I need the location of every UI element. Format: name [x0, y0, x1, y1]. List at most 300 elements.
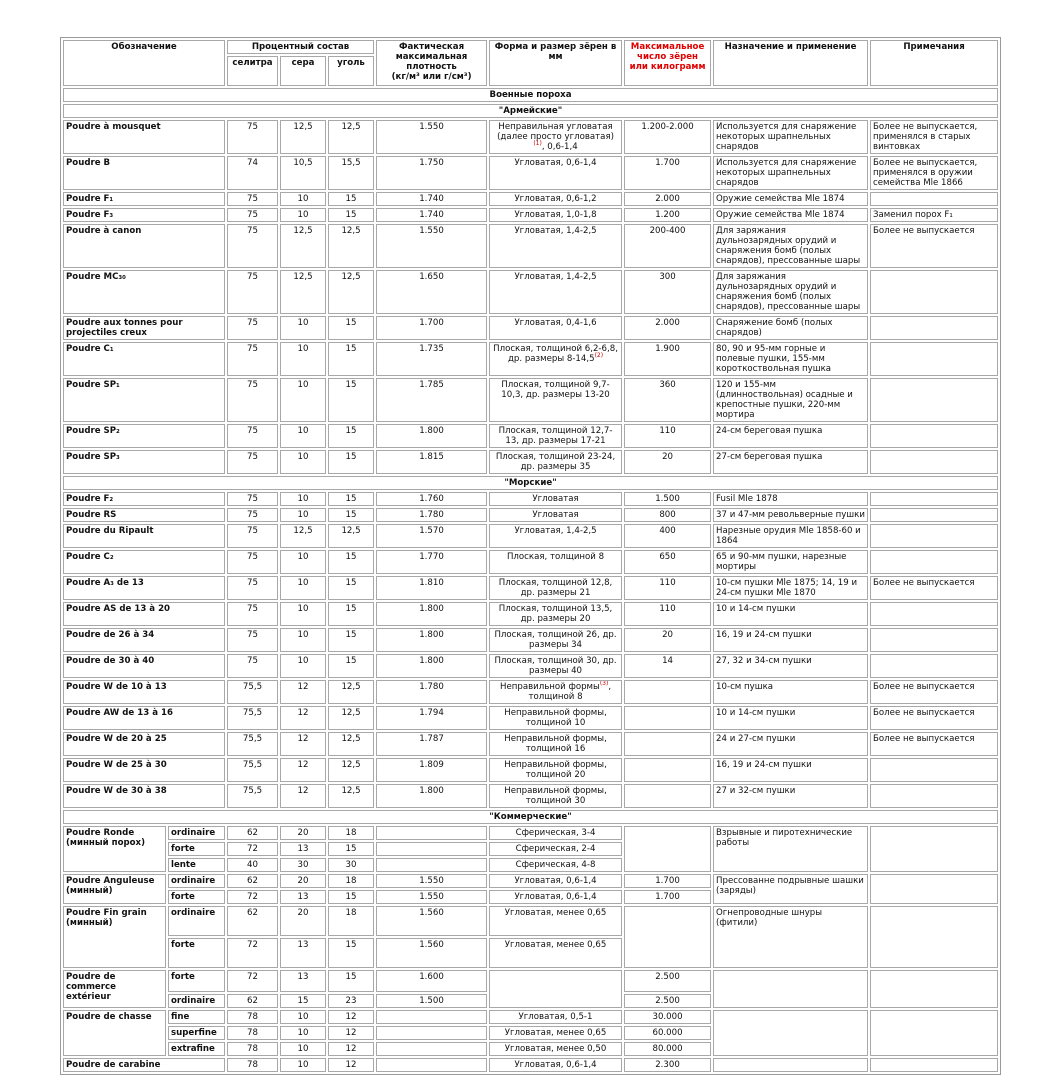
density-value: 1.550 — [376, 874, 487, 888]
saltpeter-value: 75,5 — [227, 784, 278, 808]
coal-value: 18 — [328, 874, 374, 888]
grain-value: Угловатая, менее 0,50 — [489, 1042, 622, 1056]
powder-name: Poudre F₃ — [63, 208, 225, 222]
saltpeter-value: 75,5 — [227, 732, 278, 756]
saltpeter-value: 72 — [227, 842, 278, 856]
table-row — [63, 524, 998, 548]
table-row — [63, 378, 998, 422]
coal-value: 15 — [328, 576, 374, 600]
powder-name: Poudre C₁ — [63, 342, 225, 376]
variant-name: ordinaire — [168, 906, 225, 936]
density-value: 1.500 — [376, 994, 487, 1008]
table-row — [63, 732, 998, 756]
purpose-value — [713, 1058, 868, 1072]
powder-name: Poudre B — [63, 156, 225, 190]
density-value: 1.794 — [376, 706, 487, 730]
density-value: 1.750 — [376, 156, 487, 190]
coal-value: 12,5 — [328, 224, 374, 268]
purpose-value: 16, 19 и 24-см пушки — [713, 628, 868, 652]
density-value: 1.760 — [376, 492, 487, 506]
table-row — [63, 602, 998, 626]
density-value: 1.787 — [376, 732, 487, 756]
coal-value: 12,5 — [328, 758, 374, 782]
notes-value — [870, 784, 998, 808]
sulfur-value: 20 — [280, 826, 326, 840]
powder-name: Poudre de carabine — [63, 1058, 225, 1072]
count-value — [624, 680, 711, 704]
density-value: 1.800 — [376, 628, 487, 652]
sulfur-value: 10 — [280, 316, 326, 340]
coal-value: 15 — [328, 628, 374, 652]
powder-name: Poudre de commerce extérieur — [63, 970, 166, 1008]
saltpeter-value: 75 — [227, 602, 278, 626]
saltpeter-value: 75,5 — [227, 758, 278, 782]
sulfur-value: 10 — [280, 1010, 326, 1024]
purpose-value: 120 и 155-мм (длинноствольная) осадные и крепостные пушки, 220-мм мортира — [713, 378, 868, 422]
sulfur-value: 10 — [280, 492, 326, 506]
saltpeter-value: 75 — [227, 628, 278, 652]
powder-name: Poudre Fin grain (минный) — [63, 906, 166, 968]
coal-value: 15 — [328, 192, 374, 206]
powder-name: Poudre de 26 à 34 — [63, 628, 225, 652]
density-value: 1.735 — [376, 342, 487, 376]
header-count: Максимальное число зёрен или килограмм — [624, 40, 711, 86]
sulfur-value: 10 — [280, 654, 326, 678]
notes-value — [870, 342, 998, 376]
section-row-navy — [63, 476, 998, 490]
coal-value: 18 — [328, 906, 374, 936]
saltpeter-value: 75 — [227, 120, 278, 154]
saltpeter-value: 75 — [227, 270, 278, 314]
saltpeter-value: 62 — [227, 826, 278, 840]
notes-value — [870, 424, 998, 448]
sulfur-value: 10 — [280, 1042, 326, 1056]
section-title: "Коммерческие" — [63, 810, 998, 824]
grain-value: Угловатая, 0,6-1,4 — [489, 1058, 622, 1072]
purpose-value: Прессованне подрывные шашки (заряды) — [713, 874, 868, 904]
purpose-value — [713, 1010, 868, 1056]
density-value — [376, 858, 487, 872]
notes-value — [870, 508, 998, 522]
purpose-value: 27-см береговая пушка — [713, 450, 868, 474]
table-row — [63, 1010, 998, 1024]
density-value: 1.740 — [376, 192, 487, 206]
powder-name: Poudre Anguleuse (минный) — [63, 874, 166, 904]
variant-name: ordinaire — [168, 826, 225, 840]
header-saltpeter: селитра — [227, 56, 278, 86]
table-row — [63, 1058, 998, 1072]
notes-value — [870, 1058, 998, 1072]
sulfur-value: 10 — [280, 576, 326, 600]
sulfur-value: 10,5 — [280, 156, 326, 190]
sulfur-value: 20 — [280, 906, 326, 936]
notes-value — [870, 758, 998, 782]
notes-value — [870, 654, 998, 678]
density-value: 1.550 — [376, 120, 487, 154]
saltpeter-value: 75 — [227, 342, 278, 376]
coal-value: 15 — [328, 378, 374, 422]
grain-value: Сферическая, 4-8 — [489, 858, 622, 872]
gunpowder-table — [60, 37, 1001, 1075]
coal-value: 12,5 — [328, 120, 374, 154]
coal-value: 12,5 — [328, 524, 374, 548]
coal-value: 15 — [328, 938, 374, 968]
notes-value — [870, 270, 998, 314]
grain-value: Угловатая, менее 0,65 — [489, 938, 622, 968]
purpose-value: 37 и 47-мм револьверные пушки — [713, 508, 868, 522]
sulfur-value: 13 — [280, 842, 326, 856]
section-row-army: "Армейские" — [63, 104, 998, 118]
count-value: 60.000 — [624, 1026, 711, 1040]
grain-value — [489, 970, 622, 1008]
purpose-value: 27, 32 и 34-см пушки — [713, 654, 868, 678]
purpose-value: 10 и 14-см пушки — [713, 602, 868, 626]
purpose-value: Для заряжания дульнозарядных орудий и снаряжения бомб (полых снарядов), прессованные шары — [713, 224, 868, 268]
coal-value: 15 — [328, 342, 374, 376]
powder-name: Poudre de chasse — [63, 1010, 166, 1056]
notes-value: Более не выпускается — [870, 706, 998, 730]
saltpeter-value: 72 — [227, 970, 278, 992]
purpose-value: Нарезные орудия Mle 1858-60 и 1864 — [713, 524, 868, 548]
sulfur-value: 12 — [280, 680, 326, 704]
powder-name: Poudre de 30 à 40 — [63, 654, 225, 678]
density-value: 1.810 — [376, 576, 487, 600]
powder-name: Poudre F₂ — [63, 492, 225, 506]
sulfur-value: 10 — [280, 450, 326, 474]
header-coal: уголь — [328, 56, 374, 86]
notes-value: Более не выпускается, применялся в оружии семейства Mle 1866 — [870, 156, 998, 190]
table-row — [63, 508, 998, 522]
saltpeter-value: 75 — [227, 378, 278, 422]
sulfur-value: 30 — [280, 858, 326, 872]
grain-value: Угловатая, менее 0,65 — [489, 1026, 622, 1040]
powder-name: Poudre F₁ — [63, 192, 225, 206]
table-row — [63, 192, 998, 206]
coal-value: 12,5 — [328, 706, 374, 730]
saltpeter-value: 78 — [227, 1058, 278, 1072]
count-value: 200-400 — [624, 224, 711, 268]
coal-value: 12 — [328, 1010, 374, 1024]
coal-value: 30 — [328, 858, 374, 872]
density-value: 1.800 — [376, 784, 487, 808]
grain-value: Плоская, толщиной 12,8, др. размеры 21 — [489, 576, 622, 600]
coal-value: 12 — [328, 1042, 374, 1056]
count-value: 1.700 — [624, 156, 711, 190]
header-notes: Примечания — [870, 40, 998, 86]
sulfur-value: 10 — [280, 550, 326, 574]
saltpeter-value: 75,5 — [227, 706, 278, 730]
purpose-value: 10-см пушки Mle 1875; 14, 19 и 24-см пушки Mle 1870 — [713, 576, 868, 600]
saltpeter-value: 78 — [227, 1026, 278, 1040]
purpose-value: Оружие семейства Mle 1874 — [713, 192, 868, 206]
powder-name: Poudre AS de 13 à 20 — [63, 602, 225, 626]
coal-value: 15 — [328, 316, 374, 340]
count-value — [624, 906, 711, 968]
section-title: "Морские" — [63, 476, 998, 490]
purpose-value: Огнепроводные шнуры (фитили) — [713, 906, 868, 968]
purpose-value: Используется для снаряжение некоторых шрапнельных снарядов — [713, 156, 868, 190]
density-value: 1.740 — [376, 208, 487, 222]
count-value: 1.700 — [624, 890, 711, 904]
density-value: 1.700 — [376, 316, 487, 340]
table-container — [60, 37, 999, 1075]
powder-name: Poudre à canon — [63, 224, 225, 268]
density-value: 1.780 — [376, 680, 487, 704]
purpose-value — [713, 970, 868, 1008]
notes-value — [870, 970, 998, 1008]
grain-value: Плоская, толщиной 9,7-10,3, др. размеры 13-20 — [489, 378, 622, 422]
powder-name: Poudre W de 10 à 13 — [63, 680, 225, 704]
coal-value: 15 — [328, 970, 374, 992]
density-value: 1.560 — [376, 906, 487, 936]
grain-value: Плоская, толщиной 6,2-6,8, др. размеры 8-14,5$^{(2)}$ — [489, 342, 622, 376]
density-value: 1.570 — [376, 524, 487, 548]
density-value: 1.560 — [376, 938, 487, 968]
count-value: 1.900 — [624, 342, 711, 376]
coal-value: 12 — [328, 1058, 374, 1072]
table-row — [63, 270, 998, 314]
powder-name: Poudre à mousquet — [63, 120, 225, 154]
saltpeter-value: 75 — [227, 450, 278, 474]
coal-value: 12,5 — [328, 732, 374, 756]
saltpeter-value: 75 — [227, 576, 278, 600]
coal-value: 15 — [328, 602, 374, 626]
grain-value: Угловатая — [489, 492, 622, 506]
table-row — [63, 120, 998, 154]
density-value: 1.650 — [376, 270, 487, 314]
count-value — [624, 784, 711, 808]
saltpeter-value: 75 — [227, 224, 278, 268]
count-value: 110 — [624, 602, 711, 626]
grain-value: Неправильной формы, толщиной 16 — [489, 732, 622, 756]
grain-value: Угловатая, 1,0-1,8 — [489, 208, 622, 222]
saltpeter-value: 75 — [227, 316, 278, 340]
notes-value: Более не выпускается — [870, 576, 998, 600]
purpose-value: Взрывные и пиротехнические работы — [713, 826, 868, 872]
saltpeter-value: 78 — [227, 1010, 278, 1024]
table-row — [63, 492, 998, 506]
coal-value: 15 — [328, 890, 374, 904]
grain-value: Угловатая, менее 0,65 — [489, 906, 622, 936]
table-row — [63, 680, 998, 704]
sulfur-value: 12 — [280, 706, 326, 730]
notes-value: Более не выпускается — [870, 732, 998, 756]
sulfur-value: 10 — [280, 628, 326, 652]
notes-value — [870, 906, 998, 968]
coal-value: 12,5 — [328, 680, 374, 704]
count-value: 650 — [624, 550, 711, 574]
density-value — [376, 1010, 487, 1024]
sulfur-value: 10 — [280, 342, 326, 376]
grain-value: Угловатая, 0,5-1 — [489, 1010, 622, 1024]
powder-name: Poudre A₃ de 13 — [63, 576, 225, 600]
table-row — [63, 156, 998, 190]
sulfur-value: 13 — [280, 938, 326, 968]
powder-name: Poudre SP₃ — [63, 450, 225, 474]
variant-name: ordinaire — [168, 874, 225, 888]
grain-value: Сферическая, 3-4 — [489, 826, 622, 840]
table-row — [63, 450, 998, 474]
sulfur-value: 10 — [280, 602, 326, 626]
saltpeter-value: 75 — [227, 192, 278, 206]
count-value — [624, 758, 711, 782]
coal-value: 12,5 — [328, 784, 374, 808]
notes-value: Более не выпускается — [870, 680, 998, 704]
grain-value: Угловатая, 1,4-2,5 — [489, 524, 622, 548]
density-value — [376, 1042, 487, 1056]
sulfur-value: 12 — [280, 784, 326, 808]
header-density: Фактическая максимальная плотность (кг/м³ или г/см³) — [376, 40, 487, 86]
powder-name: Poudre RS — [63, 508, 225, 522]
grain-value: Угловатая, 0,6-1,4 — [489, 890, 622, 904]
density-value — [376, 1058, 487, 1072]
sulfur-value: 10 — [280, 1026, 326, 1040]
grain-value: Плоская, толщиной 30, др. размеры 40 — [489, 654, 622, 678]
powder-name: Poudre W de 30 à 38 — [63, 784, 225, 808]
table-row — [63, 784, 998, 808]
notes-value — [870, 874, 998, 904]
purpose-value: Снаряжение бомб (полых снарядов) — [713, 316, 868, 340]
powder-name: Poudre C₂ — [63, 550, 225, 574]
saltpeter-value: 62 — [227, 906, 278, 936]
notes-value — [870, 602, 998, 626]
saltpeter-value: 72 — [227, 938, 278, 968]
count-value: 1.200-2.000 — [624, 120, 711, 154]
count-value: 2.500 — [624, 994, 711, 1008]
table-row — [63, 424, 998, 448]
count-value — [624, 732, 711, 756]
grain-value: Угловатая, 0,4-1,6 — [489, 316, 622, 340]
coal-value: 15 — [328, 508, 374, 522]
density-value — [376, 1026, 487, 1040]
sulfur-value: 10 — [280, 192, 326, 206]
density-value: 1.815 — [376, 450, 487, 474]
saltpeter-value: 75 — [227, 208, 278, 222]
table-row — [63, 906, 998, 936]
saltpeter-value: 78 — [227, 1042, 278, 1056]
purpose-value: 80, 90 и 95-мм горные и полевые пушки, 155-мм короткоствольная пушка — [713, 342, 868, 376]
grain-value: Неправильной формы, толщиной 30 — [489, 784, 622, 808]
header-sulfur: сера — [280, 56, 326, 86]
powder-name: Poudre SP₁ — [63, 378, 225, 422]
sulfur-value: 12 — [280, 732, 326, 756]
count-value: 2.000 — [624, 316, 711, 340]
powder-name: Poudre AW de 13 à 16 — [63, 706, 225, 730]
count-value: 2.500 — [624, 970, 711, 992]
purpose-value: Оружие семейства Mle 1874 — [713, 208, 868, 222]
density-value: 1.785 — [376, 378, 487, 422]
count-value: 80.000 — [624, 1042, 711, 1056]
grain-value: Неправильной формы, толщиной 10 — [489, 706, 622, 730]
table-row — [63, 316, 998, 340]
saltpeter-value: 72 — [227, 890, 278, 904]
count-value: 20 — [624, 628, 711, 652]
grain-value: Неправильная угловатая (далее просто угловатая)$^{(1)}$, 0,6-1,4 — [489, 120, 622, 154]
sulfur-value: 10 — [280, 208, 326, 222]
density-value: 1.550 — [376, 224, 487, 268]
sulfur-value: 10 — [280, 508, 326, 522]
variant-name: extrafine — [168, 1042, 225, 1056]
count-value: 800 — [624, 508, 711, 522]
table-row — [63, 342, 998, 376]
density-value — [376, 842, 487, 856]
coal-value: 15 — [328, 842, 374, 856]
notes-value — [870, 524, 998, 548]
grain-value: Плоская, толщиной 8 — [489, 550, 622, 574]
variant-name: ordinaire — [168, 994, 225, 1008]
notes-value — [870, 492, 998, 506]
count-value: 400 — [624, 524, 711, 548]
grain-value: Угловатая, 0,6-1,4 — [489, 156, 622, 190]
coal-value: 12 — [328, 1026, 374, 1040]
powder-name: Poudre W de 25 à 30 — [63, 758, 225, 782]
notes-value — [870, 826, 998, 872]
table-row — [63, 758, 998, 782]
header-name: Обозначение — [63, 40, 225, 86]
table-row — [63, 706, 998, 730]
count-value: 110 — [624, 424, 711, 448]
notes-value: Заменил порох F₁ — [870, 208, 998, 222]
coal-value: 15 — [328, 424, 374, 448]
grain-value: Неправильной формы$^{(3)}$, толщиной 8 — [489, 680, 622, 704]
saltpeter-value: 75 — [227, 550, 278, 574]
coal-value: 15 — [328, 208, 374, 222]
saltpeter-value: 75 — [227, 654, 278, 678]
saltpeter-value: 40 — [227, 858, 278, 872]
sulfur-value: 15 — [280, 994, 326, 1008]
grain-value: Плоская, толщиной 13,5, др. размеры 20 — [489, 602, 622, 626]
section-row-commercial — [63, 810, 998, 824]
coal-value: 15 — [328, 654, 374, 678]
density-value — [376, 826, 487, 840]
table-row — [63, 874, 998, 888]
saltpeter-value: 74 — [227, 156, 278, 190]
coal-value: 23 — [328, 994, 374, 1008]
notes-value: Более не выпускается — [870, 224, 998, 268]
count-value: 2.000 — [624, 192, 711, 206]
notes-value: Более не выпускается, применялся в старых винтовках — [870, 120, 998, 154]
count-value: 1.200 — [624, 208, 711, 222]
saltpeter-value: 62 — [227, 874, 278, 888]
table-row — [63, 970, 998, 992]
count-value — [624, 706, 711, 730]
header-purpose: Назначение и применение — [713, 40, 868, 86]
notes-value — [870, 450, 998, 474]
sulfur-value: 12,5 — [280, 270, 326, 314]
table-row — [63, 628, 998, 652]
powder-name: Poudre SP₂ — [63, 424, 225, 448]
notes-value — [870, 1010, 998, 1056]
table-row — [63, 826, 998, 840]
purpose-value: 65 и 90-мм пушки, нарезные мортиры — [713, 550, 868, 574]
saltpeter-value: 75 — [227, 524, 278, 548]
sulfur-value: 12,5 — [280, 224, 326, 268]
notes-value — [870, 550, 998, 574]
coal-value: 15,5 — [328, 156, 374, 190]
coal-value: 15 — [328, 492, 374, 506]
density-value: 1.800 — [376, 424, 487, 448]
sulfur-value: 13 — [280, 890, 326, 904]
count-value: 14 — [624, 654, 711, 678]
density-value: 1.780 — [376, 508, 487, 522]
sulfur-value: 20 — [280, 874, 326, 888]
section-row-military: Военные пороха — [63, 88, 998, 102]
purpose-value: 24 и 27-см пушки — [713, 732, 868, 756]
sulfur-value: 10 — [280, 1058, 326, 1072]
count-value: 1.700 — [624, 874, 711, 888]
purpose-value: Для заряжания дульнозарядных орудий и снаряжения бомб (полых снарядов), прессованные шары — [713, 270, 868, 314]
table-row — [63, 208, 998, 222]
